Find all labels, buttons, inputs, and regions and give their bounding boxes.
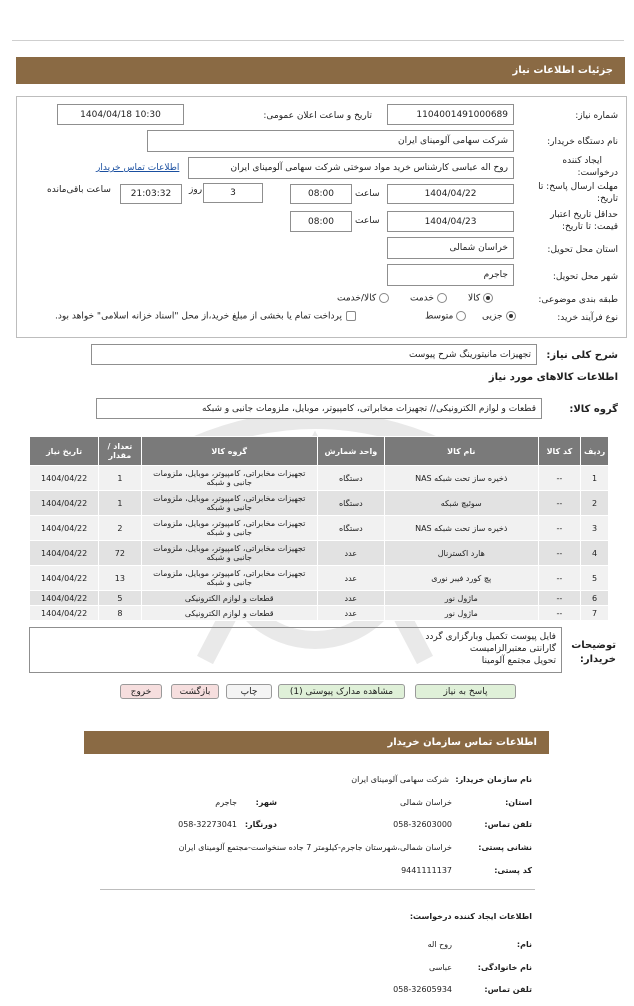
cell-date: 1404/04/22 bbox=[30, 516, 99, 541]
creator-phone-label-text: تلفن تماس: bbox=[484, 985, 532, 994]
creator-info-title bbox=[410, 912, 532, 921]
need-number-field: 1104001491000689 bbox=[387, 104, 514, 125]
creator-family: عباسی bbox=[429, 963, 452, 972]
cell-name: ذخیره ساز تحت شبکه NAS bbox=[384, 466, 538, 491]
cell-row-num: 7 bbox=[581, 606, 609, 621]
cell-code: -- bbox=[538, 566, 580, 591]
print-button[interactable]: چاپ bbox=[226, 684, 272, 699]
category-option-goods-label: کالا bbox=[468, 293, 481, 304]
radio-icon[interactable] bbox=[437, 293, 447, 303]
radio-icon[interactable] bbox=[379, 293, 389, 303]
announce-field: 1404/04/18 10:30 bbox=[57, 104, 184, 125]
col-header-code: کد کالا bbox=[538, 437, 580, 466]
cell-unit: دستگاه bbox=[317, 516, 384, 541]
contact-province-label-text: استان: bbox=[505, 798, 532, 807]
cell-qty: 5 bbox=[99, 591, 141, 606]
creator-family-label bbox=[478, 963, 532, 972]
payment-checkbox[interactable] bbox=[346, 311, 356, 321]
table-row bbox=[30, 566, 609, 591]
radio-selected-icon[interactable] bbox=[506, 311, 516, 321]
creator-name-label-text: نام: bbox=[516, 940, 532, 949]
cell-name: ذخیره ساز تحت شبکه NAS bbox=[384, 516, 538, 541]
col-header-group: گروه کالا bbox=[141, 437, 317, 466]
notes-label-1: توضیحات bbox=[571, 640, 616, 651]
goods-info-title: اطلاعات کالاهای مورد نیاز bbox=[488, 372, 618, 383]
col-header-date: تاریخ نیاز bbox=[30, 437, 99, 466]
contact-province-label bbox=[505, 798, 532, 807]
cell-row-num: 2 bbox=[581, 491, 609, 516]
col-header-row-num: ردیف bbox=[581, 437, 609, 466]
cell-row-num: 1 bbox=[581, 466, 609, 491]
cell-unit: عدد bbox=[317, 606, 384, 621]
table-row bbox=[30, 491, 609, 516]
table-row bbox=[30, 466, 609, 491]
notes-label-2: خریدار: bbox=[579, 654, 616, 665]
buyer-contact-link[interactable]: اطلاعات تماس خریدار bbox=[96, 163, 180, 173]
days-label: روز bbox=[189, 185, 203, 195]
contact-city-label-text: شهر: bbox=[255, 798, 277, 807]
cell-group: تجهیزات مخابراتی، کامپیوتر، موبایل، ملزومات جانبی و شبکه bbox=[141, 466, 317, 491]
cell-name: سوئیچ شبکه bbox=[384, 491, 538, 516]
category-option-service[interactable] bbox=[410, 293, 447, 304]
creator-phone: 058-32605934 bbox=[393, 985, 452, 994]
cell-row-num: 4 bbox=[581, 541, 609, 566]
summary-field: تجهیزات مانیتورینگ شرح پیوست bbox=[91, 344, 537, 365]
contact-province: خراسان شمالی bbox=[399, 798, 452, 807]
creator-info-title-text: اطلاعات ایجاد کننده درخواست: bbox=[409, 912, 532, 921]
creator-field: روح اله عباسی کارشناس خرید مواد سوختی شرکت سهامی آلومینای ایران bbox=[188, 157, 514, 179]
contact-phone: 058-32603000 bbox=[393, 820, 452, 829]
cell-date: 1404/04/22 bbox=[30, 606, 99, 621]
goods-group-field: قطعات و لوازم الکترونیکی// تجهیزات مخابراتی، کامپیوتر، موبایل، ملزومات جانبی و شبکه bbox=[96, 398, 542, 419]
cell-qty: 1 bbox=[99, 466, 141, 491]
creator-family-label-text: نام خانوادگی: bbox=[477, 963, 532, 972]
table-row bbox=[30, 591, 609, 606]
need-number-label: شماره نیاز: bbox=[575, 111, 618, 121]
contact-fax: 058-32273041 bbox=[178, 820, 237, 829]
col-header-unit: واحد شمارش bbox=[317, 437, 384, 466]
exit-button[interactable]: خروج bbox=[120, 684, 162, 699]
creator-name-label bbox=[517, 940, 532, 949]
process-label: نوع فرآیند خرید: bbox=[557, 313, 618, 323]
attachments-button[interactable]: مشاهده مدارک پیوستی (1) bbox=[278, 684, 405, 699]
cell-name: هارد اکسترنال bbox=[384, 541, 538, 566]
cell-code: -- bbox=[538, 541, 580, 566]
notes-line: گارانتی معتبرالزامیست bbox=[469, 644, 556, 654]
province-field: خراسان شمالی bbox=[387, 237, 514, 259]
category-option-both[interactable] bbox=[337, 293, 389, 304]
contact-divider bbox=[100, 889, 535, 890]
validity-time-label: ساعت bbox=[355, 216, 380, 226]
creator-label-1: ایجاد کننده bbox=[562, 156, 602, 166]
category-label: طبقه بندی موضوعی: bbox=[538, 295, 618, 305]
payment-note bbox=[55, 311, 356, 322]
province-label: استان محل تحویل: bbox=[547, 245, 618, 255]
category-option-both-label: کالا/خدمت bbox=[337, 293, 377, 304]
cell-row-num: 5 bbox=[581, 566, 609, 591]
notes-line: فایل پیوست تکمیل وبارگزاری گردد bbox=[425, 632, 556, 642]
cell-date: 1404/04/22 bbox=[30, 491, 99, 516]
contact-city: جاجرم bbox=[215, 798, 237, 807]
deadline-date-field: 1404/04/22 bbox=[387, 184, 514, 204]
cell-qty: 72 bbox=[99, 541, 141, 566]
process-option-medium-label: متوسط bbox=[425, 311, 454, 322]
cell-unit: دستگاه bbox=[317, 491, 384, 516]
radio-selected-icon[interactable] bbox=[483, 293, 493, 303]
cell-group: قطعات و لوازم الکترونیکی bbox=[141, 591, 317, 606]
cell-group: تجهیزات مخابراتی، کامپیوتر، موبایل، ملزومات جانبی و شبکه bbox=[141, 541, 317, 566]
section-header bbox=[16, 57, 625, 84]
validity-date-field: 1404/04/23 bbox=[387, 211, 514, 232]
payment-note-label: پرداخت تمام یا بخشی از مبلغ خرید،از محل "اسناد خزانه اسلامی" خواهد بود. bbox=[55, 311, 343, 322]
process-option-minor[interactable] bbox=[482, 311, 516, 322]
items-table bbox=[29, 436, 609, 621]
cell-qty: 1 bbox=[99, 491, 141, 516]
contact-fax-label bbox=[245, 820, 277, 829]
contact-postal: 9441111137 bbox=[401, 866, 452, 875]
cell-row-num: 3 bbox=[581, 516, 609, 541]
cell-group: تجهیزات مخابراتی، کامپیوتر، موبایل، ملزومات جانبی و شبکه bbox=[141, 516, 317, 541]
contact-title: اطلاعات تماس سازمان خریدار bbox=[387, 737, 537, 748]
cell-group: تجهیزات مخابراتی، کامپیوتر، موبایل، ملزومات جانبی و شبکه bbox=[141, 491, 317, 516]
cell-unit: عدد bbox=[317, 566, 384, 591]
validity-time-field: 08:00 bbox=[290, 211, 352, 232]
reply-button[interactable]: پاسخ به نیاز bbox=[415, 684, 516, 699]
cell-unit: دستگاه bbox=[317, 466, 384, 491]
validity-label-1: حداقل تاریخ اعتبار bbox=[550, 210, 618, 220]
cell-code: -- bbox=[538, 466, 580, 491]
cell-qty: 13 bbox=[99, 566, 141, 591]
table-row bbox=[30, 516, 609, 541]
process-option-minor-label: جزیی bbox=[482, 311, 503, 322]
contact-city-label bbox=[256, 798, 277, 807]
contact-address: خراسان شمالی،شهرستان جاجرم-کیلومتر 7 جاده سنخواست-مجتمع آلومینای ایران bbox=[178, 843, 452, 852]
goods-group-label: گروه کالا: bbox=[569, 404, 618, 415]
creator-label-2: درخواست: bbox=[577, 168, 618, 178]
contact-phone-label-text: تلفن تماس: bbox=[484, 820, 532, 829]
cell-qty: 8 bbox=[99, 606, 141, 621]
cell-date: 1404/04/22 bbox=[30, 566, 99, 591]
table-row bbox=[30, 606, 609, 621]
contact-org: شرکت سهامی آلومینای ایران bbox=[351, 775, 449, 784]
cell-unit: عدد bbox=[317, 591, 384, 606]
notes-box bbox=[29, 627, 562, 673]
remaining-time-field: 21:03:32 bbox=[120, 184, 182, 204]
creator-name: روح اله bbox=[427, 940, 452, 949]
contact-phone-label bbox=[484, 820, 532, 829]
remaining-label: ساعت باقی‌مانده bbox=[47, 185, 111, 195]
cell-code: -- bbox=[538, 516, 580, 541]
buyer-org-field: شرکت سهامی آلومینای ایران bbox=[147, 130, 514, 152]
contact-org-label bbox=[455, 775, 532, 784]
city-field: جاجرم bbox=[387, 264, 514, 286]
contact-postal-label-text: کد پستی: bbox=[494, 866, 532, 875]
deadline-time-label: ساعت bbox=[355, 189, 380, 199]
buyer-org-label: نام دستگاه خریدار: bbox=[547, 137, 618, 147]
cell-name: ماژول نور bbox=[384, 606, 538, 621]
days-field: 3 bbox=[203, 183, 263, 203]
cell-date: 1404/04/22 bbox=[30, 541, 99, 566]
city-label: شهر محل تحویل: bbox=[552, 272, 618, 282]
contact-header bbox=[84, 731, 549, 754]
creator-phone-label bbox=[484, 985, 532, 994]
radio-icon[interactable] bbox=[456, 311, 466, 321]
back-button[interactable]: بازگشت bbox=[171, 684, 219, 699]
deadline-time-field: 08:00 bbox=[290, 184, 352, 204]
contact-org-label-text: نام سازمان خریدار: bbox=[455, 775, 532, 784]
cell-group: قطعات و لوازم الکترونیکی bbox=[141, 606, 317, 621]
validity-label-2: قیمت: تا تاریخ: bbox=[562, 222, 618, 232]
table-header-row bbox=[30, 437, 609, 466]
contact-address-label bbox=[478, 843, 532, 852]
cell-code: -- bbox=[538, 591, 580, 606]
cell-name: پچ کورد فیبر نوری bbox=[384, 566, 538, 591]
section-title: جزئیات اطلاعات نیاز bbox=[512, 65, 613, 76]
col-header-name: نام کالا bbox=[384, 437, 538, 466]
cell-qty: 2 bbox=[99, 516, 141, 541]
cell-date: 1404/04/22 bbox=[30, 466, 99, 491]
contact-address-label-text: نشانی پستی: bbox=[478, 843, 532, 852]
cell-date: 1404/04/22 bbox=[30, 591, 99, 606]
process-option-medium[interactable] bbox=[425, 311, 466, 322]
deadline-label-1: مهلت ارسال پاسخ: تا bbox=[538, 182, 618, 192]
contact-fax-label-text: دورنگار: bbox=[244, 820, 277, 829]
summary-label: شرح کلی نیاز: bbox=[546, 350, 618, 361]
announce-label: تاریخ و ساعت اعلان عمومی: bbox=[263, 111, 372, 121]
deadline-label-2: تاریخ: bbox=[597, 194, 618, 204]
cell-group: تجهیزات مخابراتی، کامپیوتر، موبایل، ملزومات جانبی و شبکه bbox=[141, 566, 317, 591]
top-divider bbox=[12, 40, 624, 41]
contact-postal-label bbox=[494, 866, 532, 875]
table-row bbox=[30, 541, 609, 566]
cell-code: -- bbox=[538, 491, 580, 516]
cell-name: ماژول نور bbox=[384, 591, 538, 606]
cell-row-num: 6 bbox=[581, 591, 609, 606]
notes-line: تحویل مجتمع آلومینا bbox=[481, 656, 556, 666]
category-option-service-label: خدمت bbox=[410, 293, 434, 304]
cell-code: -- bbox=[538, 606, 580, 621]
col-header-qty: تعداد / مقدار bbox=[99, 437, 141, 466]
category-option-goods[interactable] bbox=[468, 293, 493, 304]
cell-unit: عدد bbox=[317, 541, 384, 566]
